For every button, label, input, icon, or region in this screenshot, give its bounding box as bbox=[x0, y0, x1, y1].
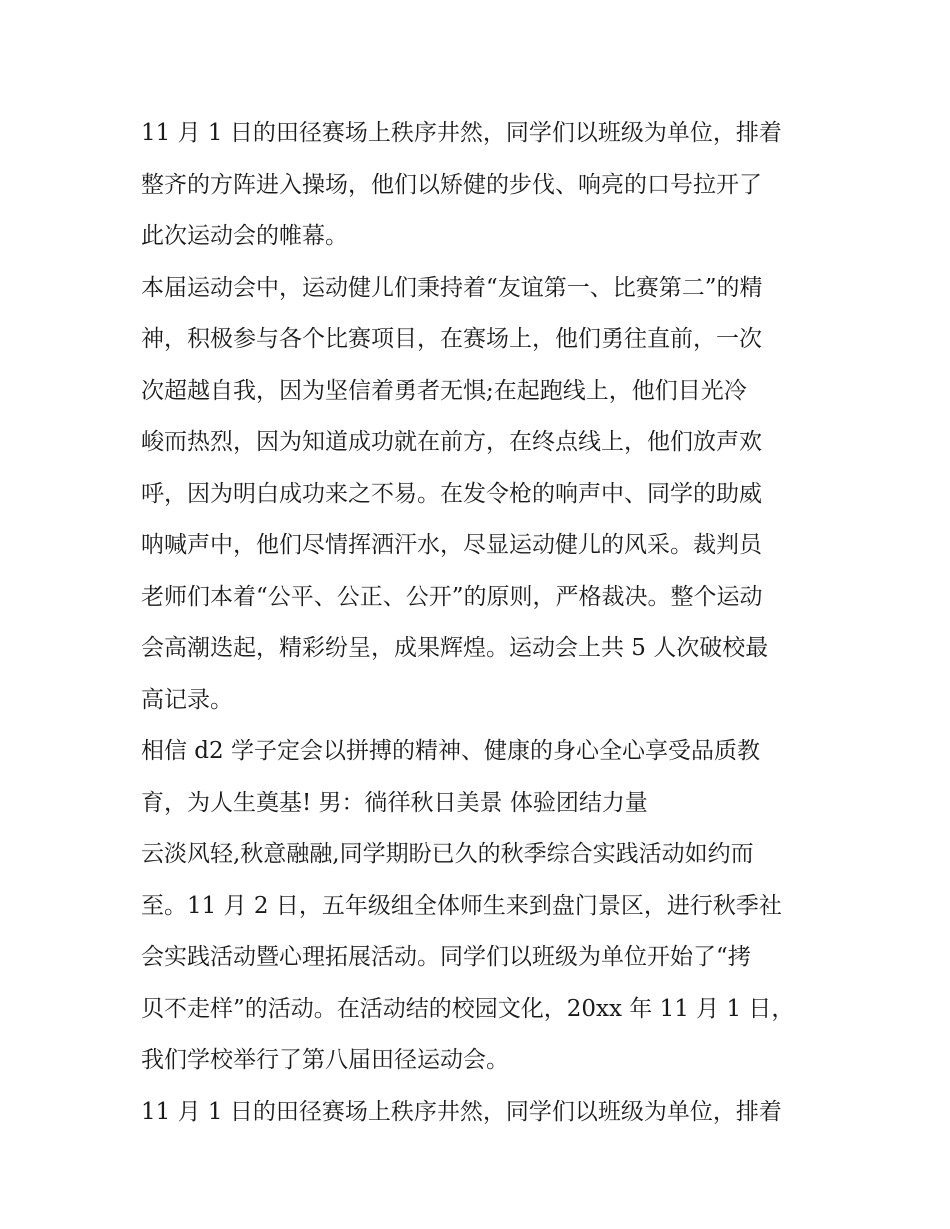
text-line: 会实践活动暨心理拓展活动。同学们以班级为单位开始了“拷 bbox=[141, 944, 751, 970]
text-line: 呐喊声中，他们尽情挥洒汗水，尽显运动健儿的风采。裁判员 bbox=[141, 532, 762, 558]
text-line: 至。11 月 2 日，五年级组全体师生来到盘门景区，进行秋季社 bbox=[141, 892, 782, 919]
text-line: 育，为人生奠基! 男：徜徉秋日美景 体验团结力量 bbox=[141, 789, 648, 816]
text-line: 本届运动会中，运动健儿们秉持着“友谊第一、比赛第二”的精 bbox=[141, 274, 763, 301]
text-line: 11 月 1 日的田径赛场上秩序井然，同学们以班级为单位，排着 bbox=[141, 1098, 782, 1125]
text-line: 我们学校举行了第八届田径运动会。 bbox=[141, 1047, 509, 1073]
text-line: 呼，因为明白成功来之不易。在发令枪的响声中、同学的助威 bbox=[141, 480, 762, 507]
text-line: 峻而热烈，因为知道成功就在前方，在终点线上，他们放声欢 bbox=[141, 429, 762, 455]
text-line: 云淡风轻,秋意融融,同学期盼已久的秋季综合实践活动如约而 bbox=[141, 841, 754, 867]
text-line: 高记录。 bbox=[141, 686, 233, 713]
text-line: 老师们本着“公平、公正、公开”的原则，严格裁决。整个运动 bbox=[141, 583, 763, 610]
text-line: 相信 d2 学子定会以拼搏的精神、健康的身心全心享受品质教 bbox=[141, 738, 760, 764]
text-line: 次超越自我，因为坚信着勇者无惧;在起跑线上，他们目光冷 bbox=[141, 377, 747, 404]
text-line: 整齐的方阵进入操场，他们以矫健的步伐、响亮的口号拉开了 bbox=[141, 171, 762, 198]
text-line: 会高潮迭起，精彩纷呈，成果辉煌。运动会上共 5 人次破校最 bbox=[141, 635, 769, 661]
text-line: 此次运动会的帷幕。 bbox=[141, 223, 348, 249]
text-line: 神，积极参与各个比赛项目，在赛场上，他们勇往直前，一次 bbox=[141, 326, 762, 352]
text-line: 贝不走样”的活动。在活动结的校园文化，20xx 年 11 月 1 日， bbox=[141, 995, 795, 1022]
document-body bbox=[141, 108, 821, 1138]
text-line: 11 月 1 日的田径赛场上秩序井然，同学们以班级为单位，排着 bbox=[141, 120, 782, 146]
